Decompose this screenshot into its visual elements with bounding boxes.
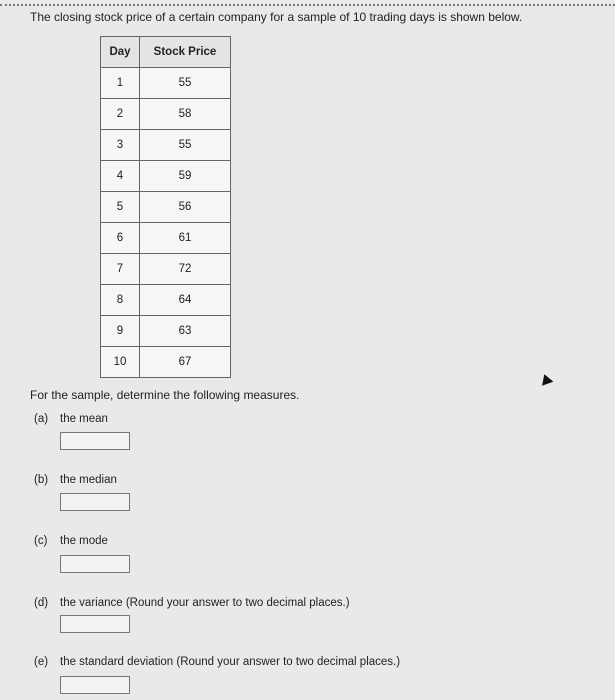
header-day: Day: [101, 37, 140, 68]
day-cell: 4: [101, 161, 140, 192]
day-cell: 3: [101, 130, 140, 161]
price-cell: 58: [140, 99, 231, 130]
question-text: the mean: [60, 413, 108, 425]
price-cell: 72: [140, 254, 231, 285]
mouse-pointer-icon: [539, 372, 554, 386]
median-answer-input[interactable]: [60, 493, 130, 511]
day-cell: 9: [101, 316, 140, 347]
price-cell: 55: [140, 68, 231, 99]
price-cell: 64: [140, 285, 231, 316]
stock-price-table: [100, 36, 231, 378]
question-text: the mode: [60, 535, 108, 547]
variance-answer-input[interactable]: [60, 615, 130, 633]
question-text: the variance (Round your answer to two decimal places.): [60, 597, 350, 609]
day-cell: 2: [101, 99, 140, 130]
table-row: [101, 223, 231, 254]
question-letter: (b): [34, 474, 49, 486]
question-letter: (c): [34, 535, 48, 547]
table-row: [101, 316, 231, 347]
table-row: [101, 68, 231, 99]
table-header-row: [101, 37, 231, 68]
table-row: [101, 192, 231, 223]
question-mean: [34, 413, 108, 425]
question-letter: (d): [34, 597, 49, 609]
price-cell: 55: [140, 130, 231, 161]
question-letter: (a): [34, 413, 49, 425]
price-cell: 67: [140, 347, 231, 378]
table-row: [101, 285, 231, 316]
day-cell: 5: [101, 192, 140, 223]
table-row: [101, 254, 231, 285]
price-cell: 63: [140, 316, 231, 347]
price-cell: 59: [140, 161, 231, 192]
question-standard-deviation: [34, 656, 400, 668]
question-text: the standard deviation (Round your answer to two decimal places.): [60, 656, 401, 668]
top-divider: [0, 4, 615, 6]
question-letter: (e): [34, 656, 49, 668]
question-variance: [34, 597, 350, 609]
day-cell: 7: [101, 254, 140, 285]
price-cell: 61: [140, 223, 231, 254]
mode-answer-input[interactable]: [60, 555, 130, 573]
price-cell: 56: [140, 192, 231, 223]
table-row: [101, 99, 231, 130]
table-row: [101, 347, 231, 378]
day-cell: 10: [101, 347, 140, 378]
question-mode: [34, 535, 108, 547]
problem-intro: The closing stock price of a certain company for a sample of 10 trading days is shown below.: [30, 10, 523, 24]
day-cell: 6: [101, 223, 140, 254]
question-text: the median: [60, 474, 117, 486]
day-cell: 8: [101, 285, 140, 316]
mean-answer-input[interactable]: [60, 432, 130, 450]
day-cell: 1: [101, 68, 140, 99]
standard-deviation-answer-input[interactable]: [60, 676, 130, 694]
header-stock-price: Stock Price: [140, 37, 231, 68]
question-median: [34, 474, 117, 486]
table-row: [101, 161, 231, 192]
instruction-text: For the sample, determine the following measures.: [30, 388, 300, 402]
table-row: [101, 130, 231, 161]
